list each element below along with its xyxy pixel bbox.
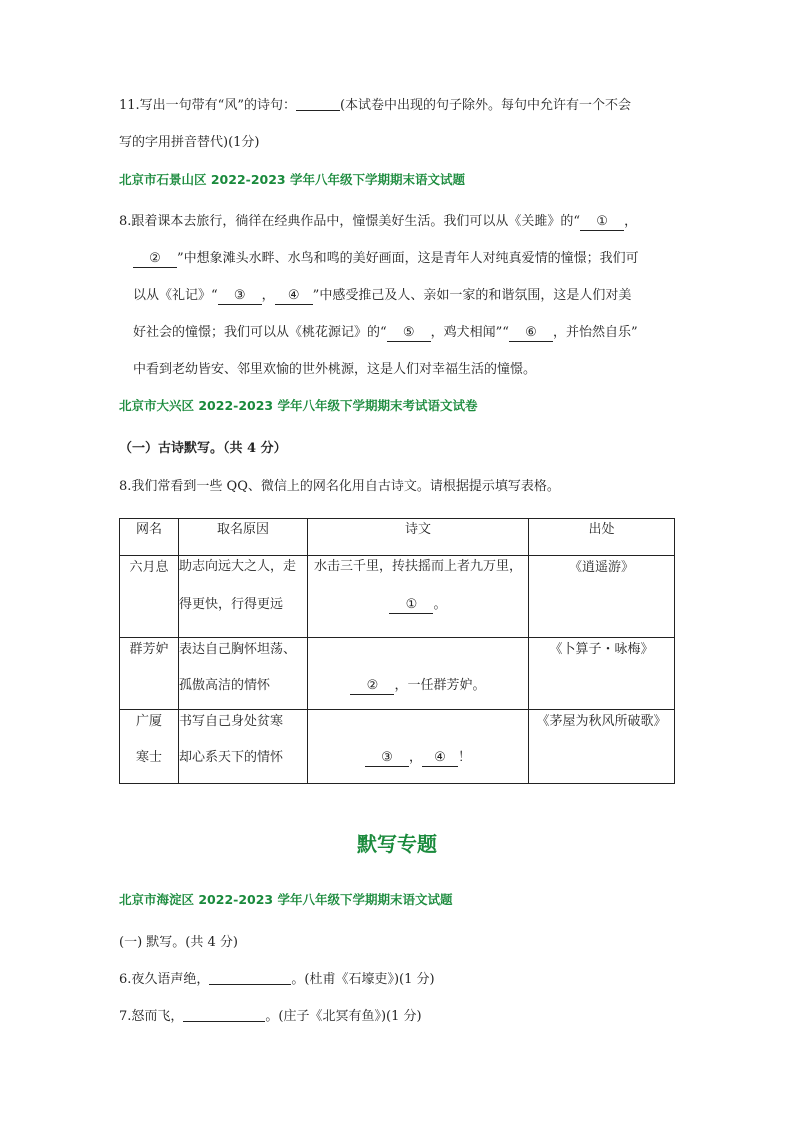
q11-answer-blank[interactable] <box>296 96 340 111</box>
source-shijingshan: 北京市石景山区 2022-2023 学年八年级下学期期末语文试题 <box>119 172 465 187</box>
poem-text: 水击三千里，抟扶摇而上者九万里， <box>313 559 522 574</box>
header-poem: 诗文 <box>308 519 529 556</box>
q8-text: ，鸡犬相闻”“ <box>430 325 509 340</box>
cell-name <box>120 710 179 784</box>
table-blank-2[interactable]: ② <box>350 678 394 695</box>
name-text: 寒士 <box>135 750 162 765</box>
reason-text: 孤傲高洁的情怀 <box>179 678 271 693</box>
header-reason: 取名原因 <box>179 519 308 556</box>
blank-3[interactable]: ③ <box>218 288 262 305</box>
source-daxing: 北京市大兴区 2022-2023 学年八年级下学期期末考试语文试卷 <box>119 398 478 413</box>
q11-text-b: (本试卷中出现的句子除外。每句中允许有一个不会 <box>339 98 632 113</box>
poem-table <box>119 518 675 784</box>
reason-text: 却心系天下的情怀 <box>179 750 284 765</box>
table-blank-3[interactable]: ③ <box>365 750 409 767</box>
blank-5[interactable]: ⑤ <box>387 325 431 342</box>
poem-text: ， <box>408 750 422 765</box>
source-text: 《茅屋为秋风所破歌》 <box>536 714 667 729</box>
table-row <box>120 638 675 710</box>
q6-text: 。(杜甫《石壕吏》)(1 分) <box>291 972 435 987</box>
poem-text: ！ <box>458 750 472 765</box>
cell-poem <box>308 710 529 784</box>
table-row <box>120 556 675 638</box>
q8-text: 中看到老幼皆安、邻里欢愉的世外桃源，这是人们对幸福生活的憧憬。 <box>133 362 537 377</box>
header-source: 出处 <box>529 519 675 556</box>
cell-reason <box>179 638 308 710</box>
shijingshan-q8-line3 <box>133 286 631 306</box>
header-name: 网名 <box>120 519 179 556</box>
blank-4[interactable]: ④ <box>275 288 313 305</box>
q8-text: 以从《礼记》“ <box>133 288 218 303</box>
table-row <box>120 710 675 784</box>
source-text: 《卜算子・咏梅》 <box>549 642 654 657</box>
q6-answer-blank[interactable] <box>209 970 291 985</box>
cell-poem <box>308 556 529 638</box>
q7-text: 。(庄子《北冥有鱼》)(1 分) <box>265 1009 422 1024</box>
shijingshan-q8-line2 <box>133 249 639 269</box>
haidian-q6 <box>119 970 435 990</box>
name-text: 广厦 <box>135 714 162 729</box>
q8-text: 好社会的憧憬；我们可以从《桃花源记》的“ <box>133 325 387 340</box>
name-text: 群芳妒 <box>129 642 169 657</box>
q6-text: 6.夜久语声绝， <box>119 972 210 987</box>
daxing-section-heading: （一）古诗默写。（共 4 分） <box>119 441 287 456</box>
source-haidian: 北京市海淀区 2022-2023 学年八年级下学期期末语文试题 <box>119 892 453 907</box>
reason-text: 书写自己身处贫寒 <box>179 714 284 729</box>
q7-answer-blank[interactable] <box>183 1007 265 1022</box>
q11-text-a: 11.写出一句带有“风”的诗句： <box>119 98 296 113</box>
cell-name <box>120 556 179 638</box>
q8-text: ”中感受推己及人、亲如一家的和谐氛围，这是人们对美 <box>312 288 632 303</box>
haidian-q7 <box>119 1007 422 1027</box>
poem-text: 。 <box>433 597 447 612</box>
reason-text: 助志向远大之人，走 <box>179 559 297 574</box>
table-blank-1[interactable]: ① <box>389 597 433 614</box>
q8-text: ，并怡然自乐” <box>552 325 638 340</box>
table-blank-4[interactable]: ④ <box>422 750 458 767</box>
blank-2[interactable]: ② <box>133 251 177 268</box>
cell-source <box>529 710 675 784</box>
shijingshan-q8-line5 <box>133 360 536 380</box>
cell-poem <box>308 638 529 710</box>
reason-text: 表达自己胸怀坦荡、 <box>179 642 297 657</box>
name-text: 六月息 <box>129 560 169 575</box>
q11-line2 <box>119 133 260 153</box>
cell-reason <box>179 710 308 784</box>
reason-text: 得更快，行得更远 <box>179 597 284 612</box>
poem-text: ，一任群芳妒。 <box>394 678 486 693</box>
q8-sep: ， <box>261 288 275 303</box>
cell-source <box>529 638 675 710</box>
source-text: 《逍遥游》 <box>568 560 634 575</box>
q8-sep: ， <box>624 214 638 229</box>
cell-name <box>120 638 179 710</box>
blank-6[interactable]: ⑥ <box>509 325 553 342</box>
blank-1[interactable]: ① <box>580 214 624 231</box>
q8-text: ”中想象滩头水畔、水鸟和鸣的美好画面，这是青年人对纯真爱情的憧憬；我们可 <box>177 251 639 266</box>
cell-source <box>529 556 675 638</box>
shijingshan-q8-line1 <box>119 212 637 232</box>
topic-title: 默写专题 <box>357 832 437 856</box>
q8-text: 8.跟着课本去旅行，徜徉在经典作品中，憧憬美好生活。我们可以从《关雎》的“ <box>119 214 581 229</box>
cell-reason <box>179 556 308 638</box>
q7-text: 7.怒而飞， <box>119 1009 184 1024</box>
q11-line1 <box>119 96 631 116</box>
shijingshan-q8-line4 <box>133 323 638 343</box>
daxing-q8-prompt: 8.我们常看到一些 QQ、微信上的网名化用自古诗文。请根据提示填写表格。 <box>119 479 560 494</box>
q11-text-c: 写的字用拼音替代)(1分) <box>119 135 260 150</box>
haidian-section-heading: (一) 默写。(共 4 分) <box>119 935 238 950</box>
